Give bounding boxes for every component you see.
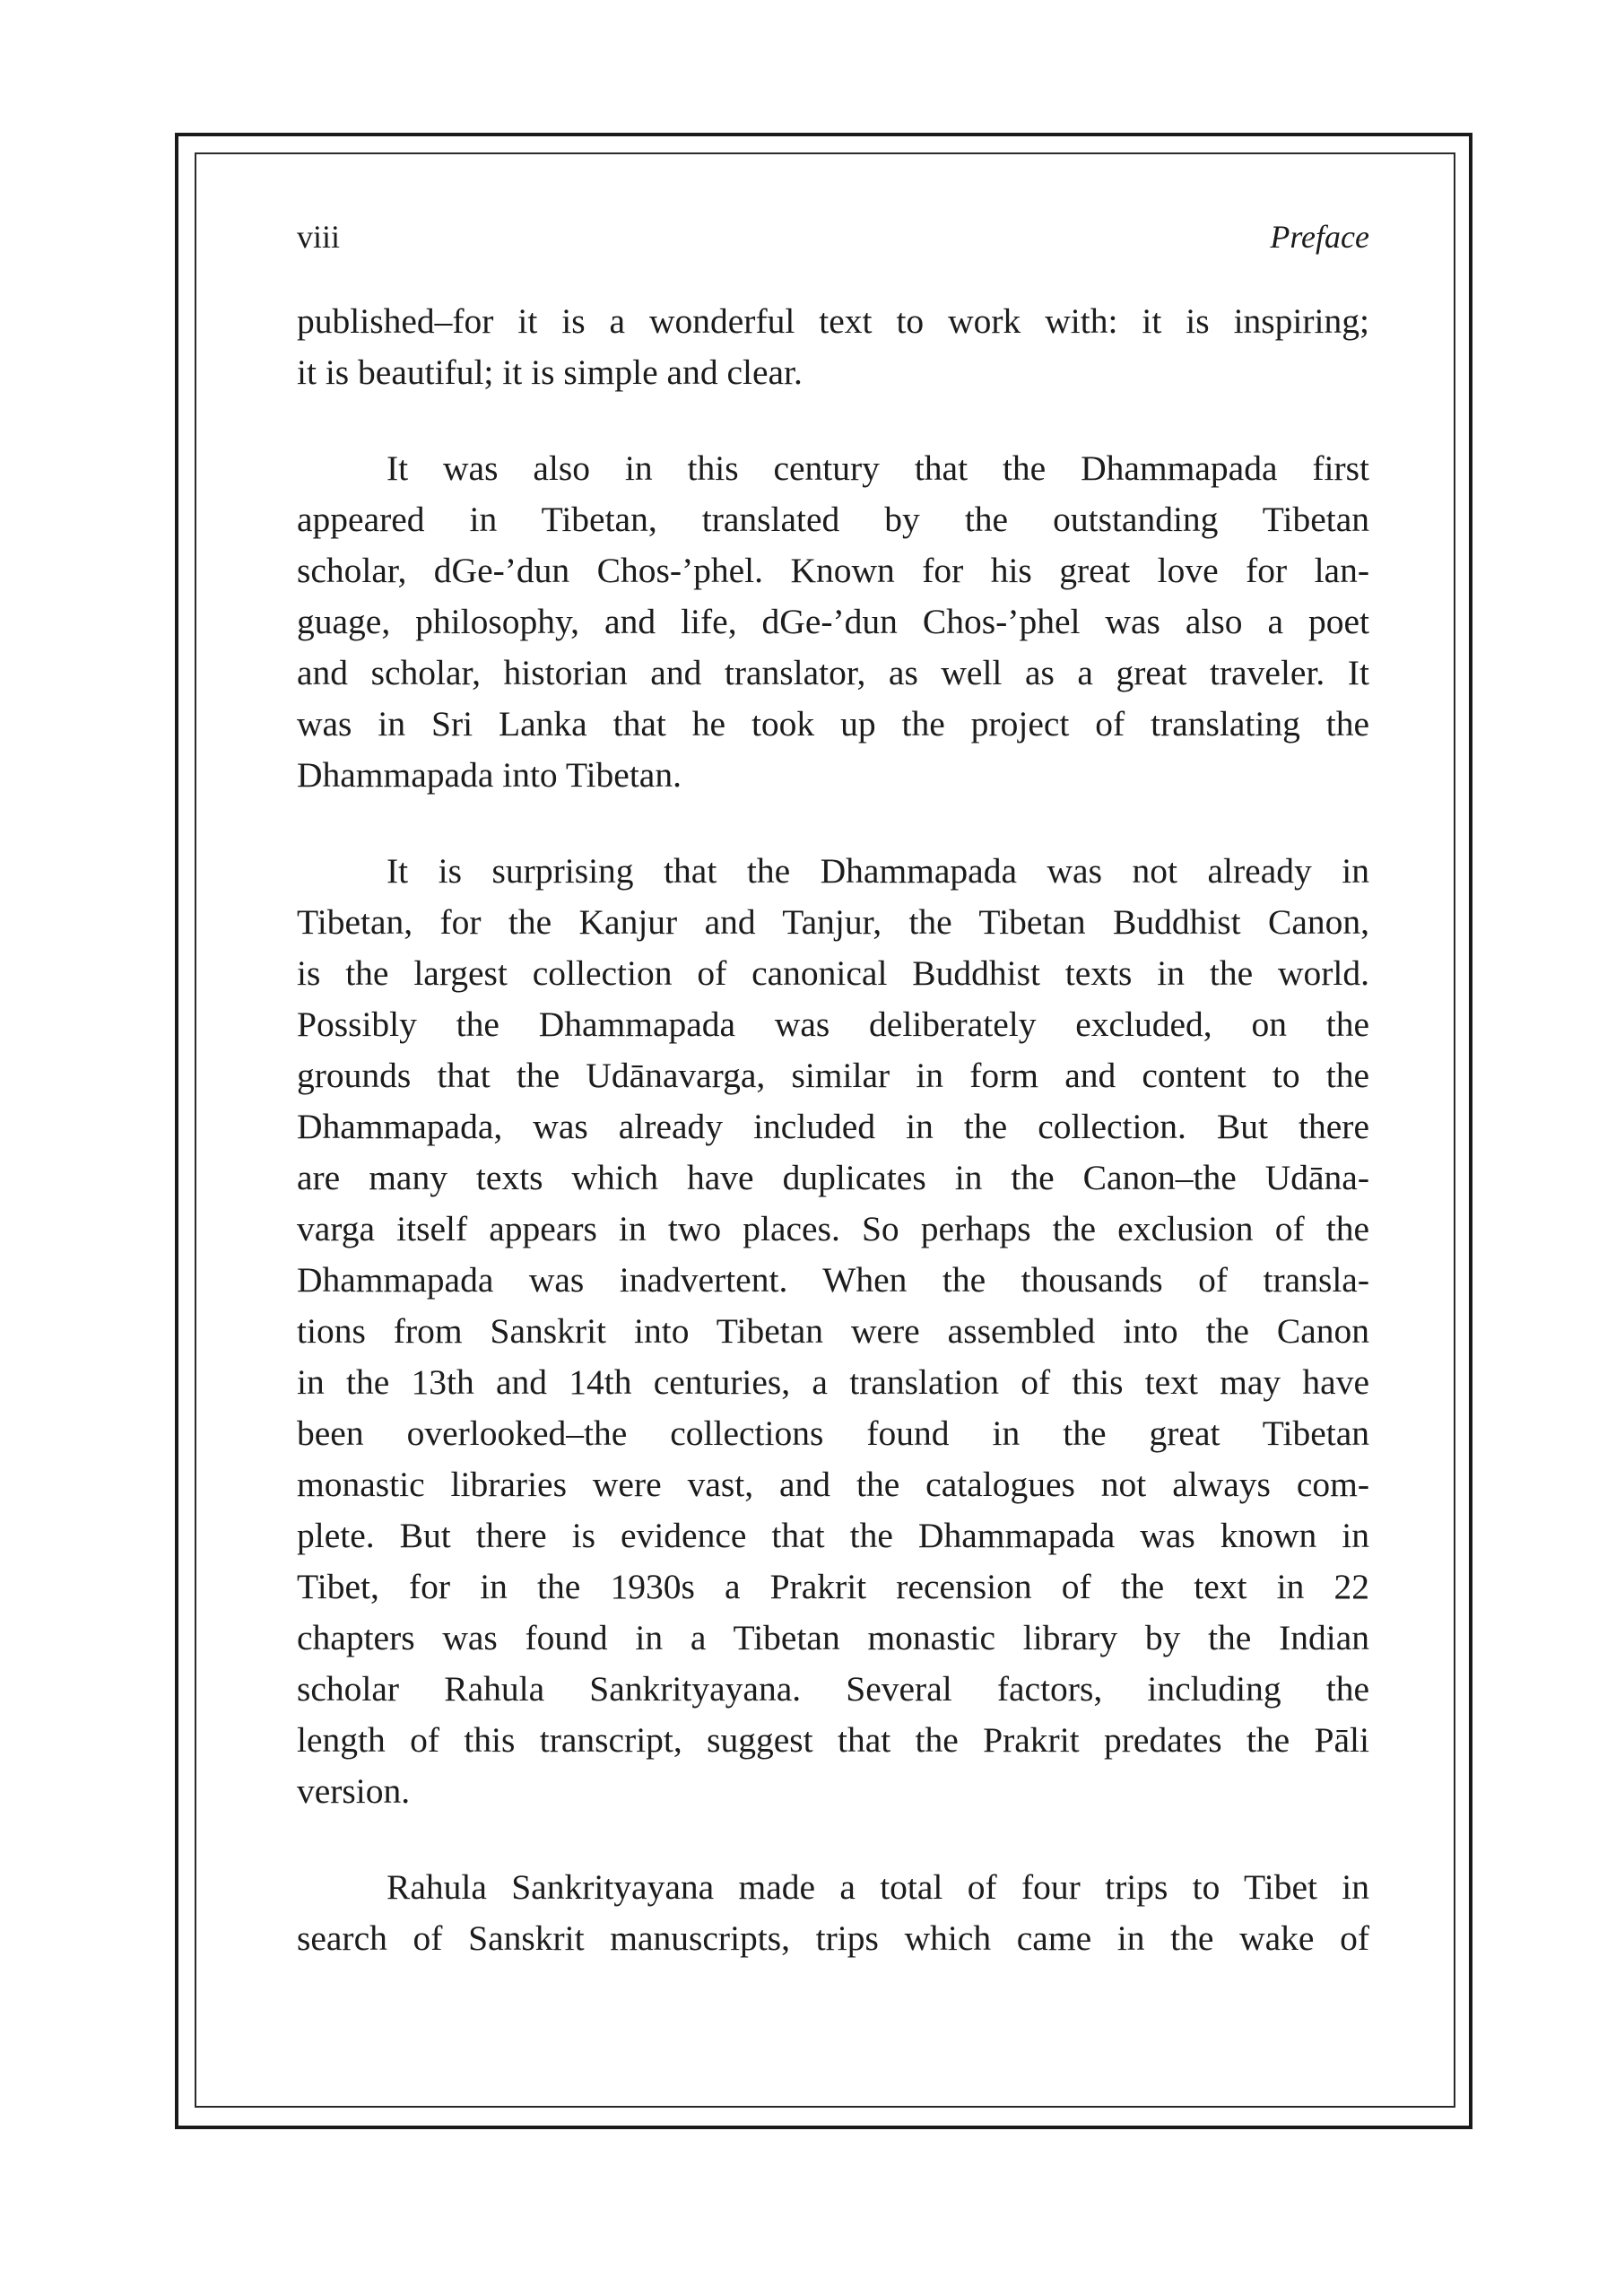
text-line: in the 13th and 14th centuries, a translation of this text may have [297,1362,1369,1402]
text-line: Dhammapada, was already included in the collection. But there [297,1107,1369,1146]
text-line: Tibetan, for the Kanjur and Tanjur, the Tibetan Buddhist Canon, [297,902,1369,942]
text-line: monastic libraries were vast, and the catalogues not always com- [297,1465,1369,1504]
text-line: it is beautiful; it is simple and clear. [297,352,803,392]
text-line: was in Sri Lanka that he took up the project of translating the [297,704,1369,744]
text-line: tions from Sanskrit into Tibetan were assembled into the Canon [297,1311,1369,1351]
text-line: Tibet, for in the 1930s a Prakrit recension of the text in 22 [297,1567,1369,1606]
paragraph [297,296,1369,398]
section-title: Preface [1270,219,1369,255]
running-head [297,220,1369,265]
text-line: length of this transcript, suggest that the Prakrit predates the Pāli [297,1720,1369,1760]
text-line: plete. But there is evidence that the Dhammapada was known in [297,1516,1369,1555]
text-line: It is surprising that the Dhammapada was not already in [387,851,1369,891]
text-line: search of Sanskrit manuscripts, trips which came in the wake of [297,1918,1369,1958]
text-line: Dhammapada was inadvertent. When the thousands of transla- [297,1260,1369,1300]
text-line: is the largest collection of canonical Buddhist texts in the world. [297,953,1369,993]
text-line: guage, philosophy, and life, dGe-’dun Chos-’phel was also a poet [297,602,1369,641]
text-line: Rahula Sankrityayana made a total of four trips to Tibet in [387,1867,1369,1907]
paragraph [297,443,1369,801]
body-text [297,296,1369,2009]
text-line: been overlooked–the collections found in the great Tibetan [297,1413,1369,1453]
paragraph [297,846,1369,1817]
text-line: and scholar, historian and translator, as well as a great traveler. It [297,653,1369,692]
text-line: scholar, dGe-’dun Chos-’phel. Known for his great love for lan- [297,551,1369,590]
text-line: version. [297,1771,411,1811]
text-line: scholar Rahula Sankrityayana. Several factors, including the [297,1669,1369,1709]
paragraph [297,1862,1369,1964]
text-line: published–for it is a wonderful text to work with: it is inspiring; [297,301,1369,341]
text-line: are many texts which have duplicates in the Canon–the Udāna- [297,1158,1369,1197]
text-line: chapters was found in a Tibetan monastic library by the Indian [297,1618,1369,1657]
text-line: grounds that the Udānavarga, similar in form and content to the [297,1056,1369,1095]
page-number: viii [297,219,341,255]
text-line: Dhammapada into Tibetan. [297,755,682,795]
text-line: varga itself appears in two places. So perhaps the exclusion of the [297,1209,1369,1248]
text-line: It was also in this century that the Dhammapada first [387,448,1369,488]
text-line: appeared in Tibetan, translated by the outstanding Tibetan [297,500,1369,539]
text-line: Possibly the Dhammapada was deliberately excluded, on the [297,1004,1369,1044]
